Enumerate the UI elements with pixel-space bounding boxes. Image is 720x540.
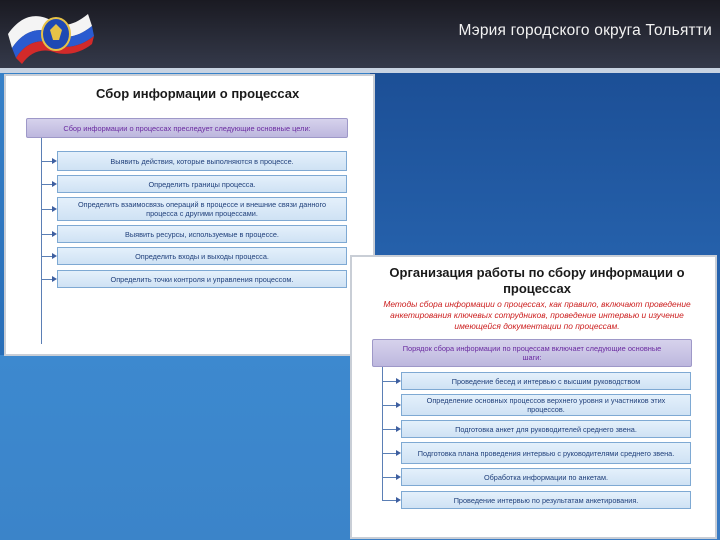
card2-item: Обработка информации по анкетам. — [401, 468, 691, 486]
card2-item: Проведение интервью по результатам анкетирования. — [401, 491, 691, 509]
connector-line — [41, 138, 42, 344]
connector-line — [382, 367, 383, 501]
card2-item: Подготовка анкет для руководителей среднего звена. — [401, 420, 691, 438]
header-bar — [0, 0, 720, 68]
site-title: Мэрия городского округа Тольятти — [458, 22, 712, 39]
card2-header-box: Порядок сбора информации по процессам включает следующие основные шаги: — [372, 339, 692, 367]
card1-item: Определить точки контроля и управления процессом. — [57, 270, 347, 288]
background-panel-lower — [0, 355, 370, 540]
card2-intro: Методы сбора информации о процессах, как правило, включают проведение анкетирования ключевых сотрудников, проведение интервью и изучение имеющейся документации по процессам. — [383, 299, 691, 331]
card1-header-box: Сбор информации о процессах преследует следующие основные цели: — [26, 118, 348, 138]
card1-item: Определить взаимосвязь операций в процессе и внешние связи данного процесса с другими процессами. — [57, 197, 347, 221]
card2-title: Организация работы по сбору информации о процессах — [389, 265, 685, 296]
card1-item: Выявить ресурсы, используемые в процессе. — [57, 225, 347, 243]
card2-item: Подготовка плана проведения интервью с руководителями среднего звена. — [401, 442, 691, 464]
card1-item: Выявить действия, которые выполняются в процессе. — [57, 151, 347, 171]
card2-item: Определение основных процессов верхнего уровня и участников этих процессов. — [401, 394, 691, 416]
card1-item: Определить входы и выходы процесса. — [57, 247, 347, 265]
card2-item: Проведение бесед и интервью с высшим руководством — [401, 372, 691, 390]
city-flag-emblem-icon — [4, 4, 100, 66]
card-info-collection — [4, 74, 375, 356]
card1-item: Определить границы процесса. — [57, 175, 347, 193]
card-work-organization — [350, 255, 717, 539]
card1-title: Сбор информации о процессах — [96, 86, 300, 101]
